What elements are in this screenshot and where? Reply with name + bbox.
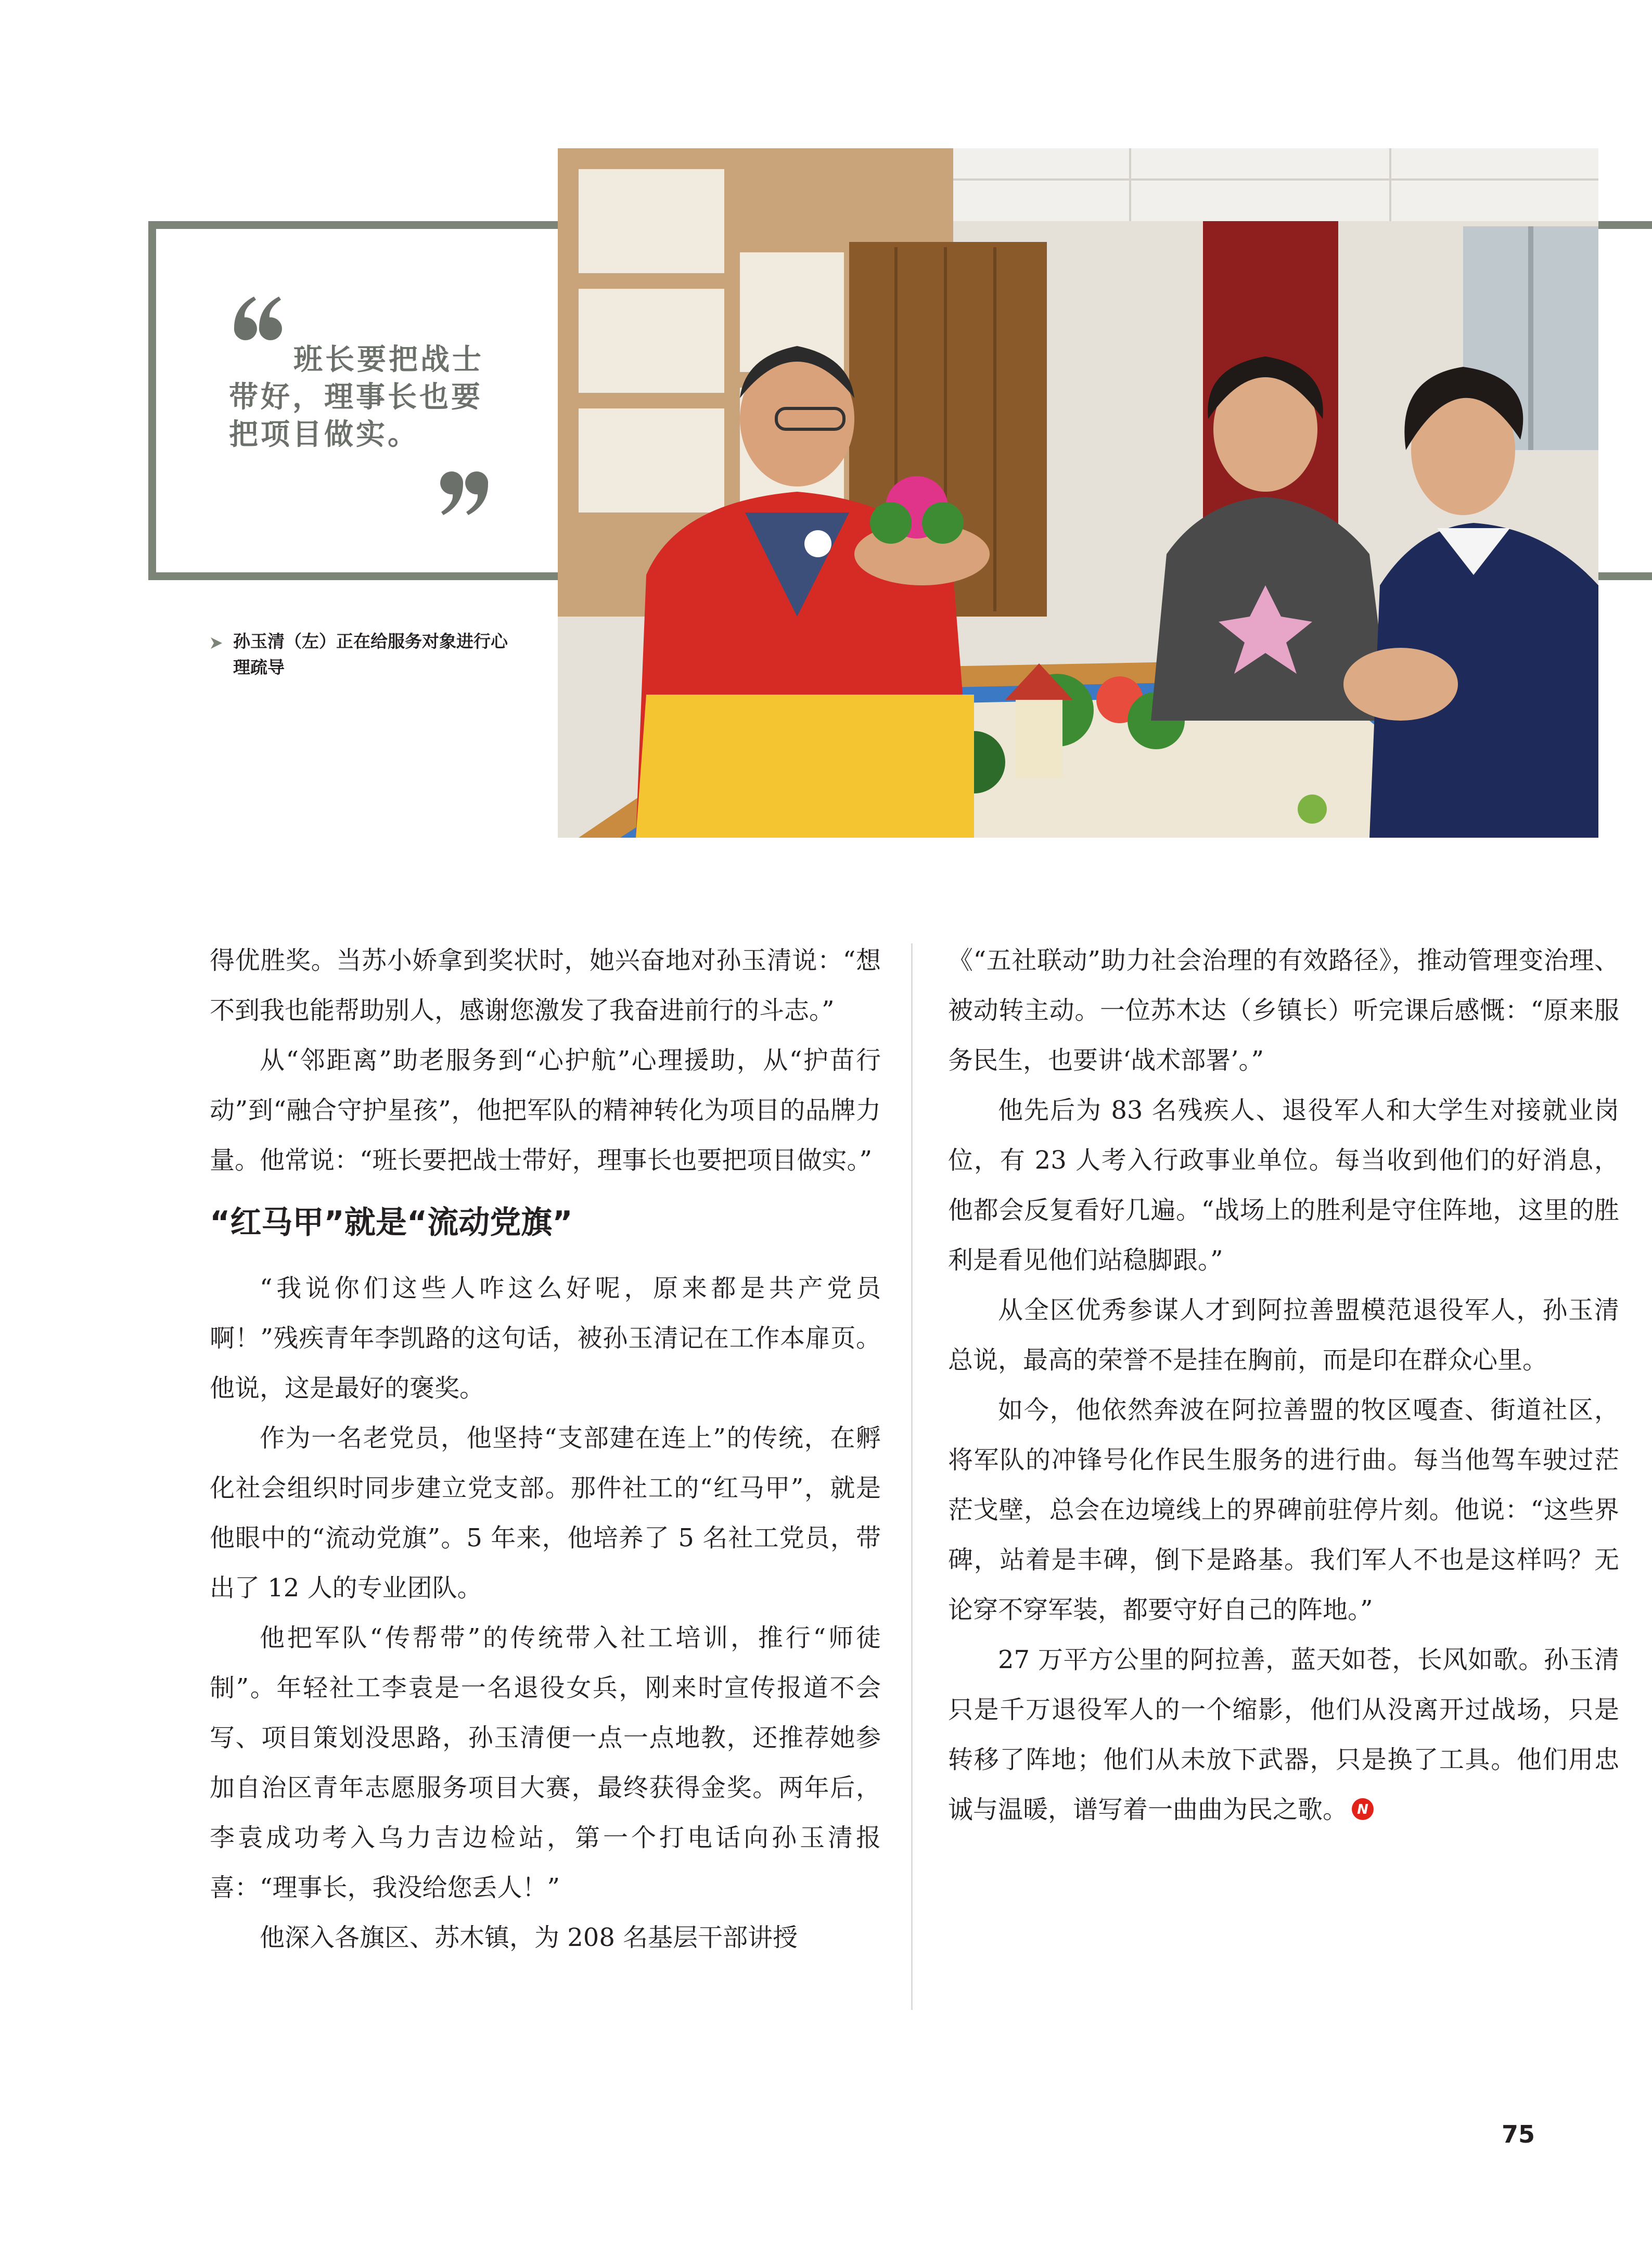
end-of-article-icon <box>1351 1797 1375 1821</box>
paragraph: 《“五社联动”助力社会治理的有效路径》，推动管理变治理、被动转主动。一位苏木达（乡镇长）听完课后感慨：“原来服务民生，也要讲‘战术部署’。” <box>948 946 1619 1075</box>
paragraph: 如今，他依然奔波在阿拉善盟的牧区嘎查、街道社区，将军队的冲锋号化作民生服务的进行曲。每当他驾车驶过茫茫戈壁，总会在边境线上的界碑前驻停片刻。他说：“这些界碑，站着是丰碑，倒下是路基。我们军人不也是这样吗？无论穿不穿军装，都要守好自己的阵地。” <box>948 1395 1619 1624</box>
pull-quote-text: 班长要把战士带好，理事长也要把项目做实。 <box>229 342 484 452</box>
photo-caption: 孙玉清（左）正在给服务对象进行心理疏导 <box>233 631 508 677</box>
paragraph <box>948 1635 1619 1835</box>
paragraph: 他把军队“传帮带”的传统带入社工培训，推行“师徒制”。年轻社工李袁是一名退役女兵，刚来时宣传报道不会写、项目策划没思路，孙玉清便一点一点地教，还推荐她参加自治区青年志愿服务项目大赛，最终获得金奖。两年后，李袁成功考入乌力吉边检站，第一个打电话向孙玉清报喜：“理事长，我没给您丢人！” <box>210 1623 881 1902</box>
page-number: 75 <box>1501 2120 1535 2148</box>
section-heading: “红马甲”就是“流动党旗” <box>210 1205 573 1241</box>
paragraph: “我说你们这些人咋这么好呢，原来都是共产党员啊！”残疾青年李凯路的这句话，被孙玉清记在工作本扉页。他说，这是最好的褒奖。 <box>210 1274 881 1403</box>
paragraph: 作为一名老党员，他坚持“支部建在连上”的传统，在孵化社会组织时同步建立党支部。那件社工的“红马甲”，就是他眼中的“流动党旗”。5 年来，他培养了 5 名社工党员，带出了 12 人的专业团队。 <box>210 1424 881 1603</box>
paragraph: 他先后为 83 名残疾人、退役军人和大学生对接就业岗位，有 23 人考入行政事业单位。每当收到他们的好消息，他都会反复看好几遍。“战场上的胜利是守住阵地，这里的胜利是看见他们站稳脚跟。” <box>948 1096 1619 1275</box>
close-quote-icon <box>436 468 493 520</box>
paragraph: 他深入各旗区、苏木镇，为 208 名基层干部讲授 <box>260 1923 798 1952</box>
feature-photo <box>558 148 1598 838</box>
open-quote-icon <box>229 291 286 343</box>
paragraph: 得优胜奖。当苏小娇拿到奖状时，她兴奋地对孙玉清说：“想不到我也能帮助别人，感谢您激发了我奋进前行的斗志。” <box>210 946 881 1025</box>
article-column-left <box>210 936 881 1963</box>
end-mark-letter: N <box>1357 1802 1368 1817</box>
pull-quote-frame-right <box>1591 221 1652 580</box>
paragraph-text: 27 万平方公里的阿拉善，蓝天如苍，长风如歌。孙玉清只是千万退役军人的一个缩影，他们从没离开过战场，只是转移了阵地；他们从未放下武器，只是换了工具。他们用忠诚与温暖，谱写着一曲曲为民之歌。 <box>948 1645 1619 1824</box>
photo-illustration <box>558 148 1598 838</box>
paragraph: 从“邻距离”助老服务到“心护航”心理援助，从“护苗行动”到“融合守护星孩”，他把军队的精神转化为项目的品牌力量。他常说：“班长要把战士带好，理事长也要把项目做实。” <box>210 1046 881 1175</box>
paragraph: 从全区优秀参谋人才到阿拉善盟模范退役军人，孙玉清总说，最高的荣誉不是挂在胸前，而是印在群众心里。 <box>948 1296 1619 1375</box>
party-logo-icon <box>804 530 831 557</box>
column-divider <box>911 943 913 2010</box>
article-column-right <box>948 936 1619 1835</box>
caption-arrow-icon <box>210 636 223 650</box>
